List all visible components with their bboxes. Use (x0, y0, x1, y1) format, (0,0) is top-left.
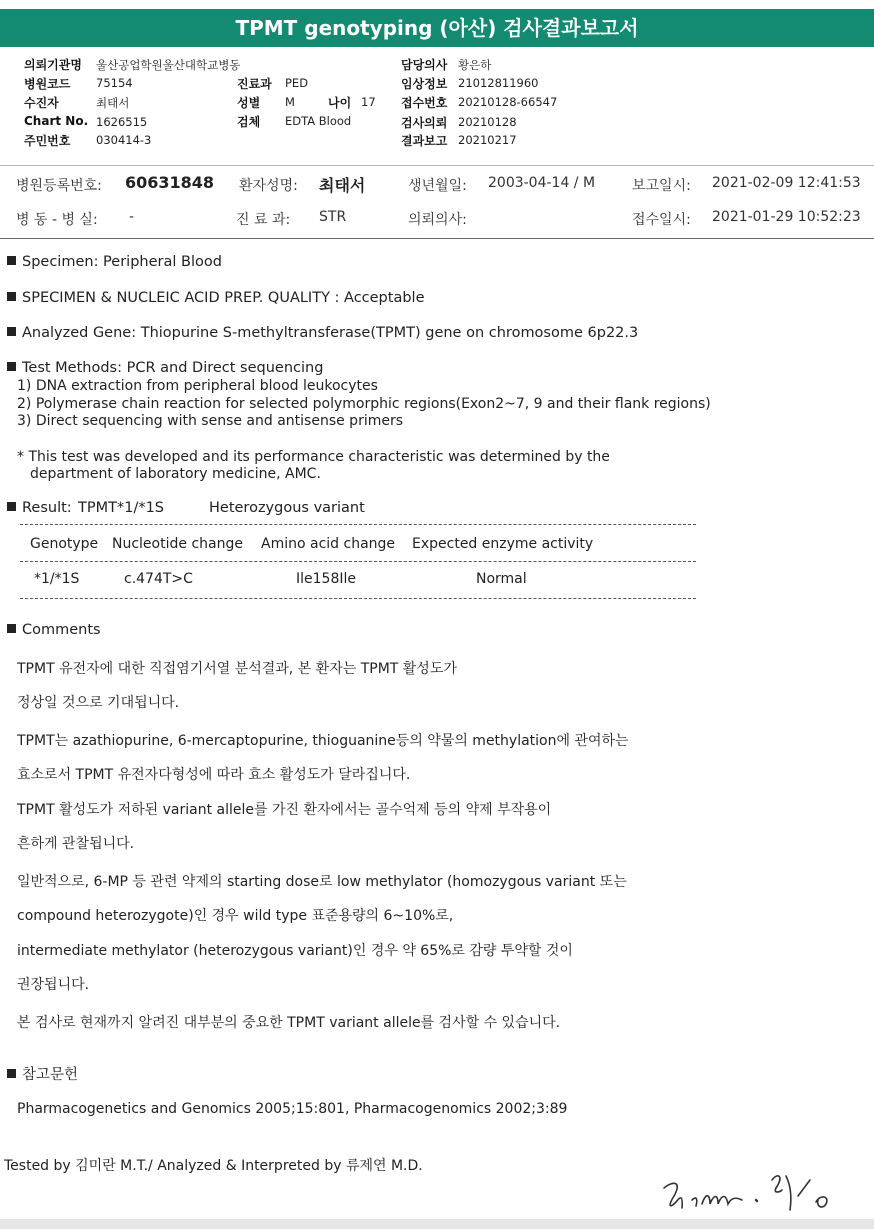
dob-label: 생년월일: (408, 178, 467, 194)
note-line-2: department of laboratory medicine, AMC. (30, 466, 321, 482)
receipt-time-label: 접수일시: (632, 212, 691, 228)
table-divider (20, 561, 696, 562)
report-title: TPMT genotyping (아산) 검사결과보고서 (0, 9, 874, 47)
patient-name-value: 최태서 (319, 176, 366, 195)
table-header-nucleotide: Nucleotide change (112, 536, 243, 552)
comments-section (7, 622, 101, 638)
comment-line: intermediate methylator (heterozygous variant)인 경우 약 65%로 감량 투약할 것이 (17, 943, 573, 959)
dept-label: 진료과 (237, 77, 272, 91)
receipt-no-value: 20210128-66547 (458, 95, 558, 109)
references-text: Pharmacogenetics and Genomics 2005;15:801, Pharmacogenomics 2002;3:89 (17, 1101, 568, 1117)
table-cell-amino-acid: Ile158Ile (296, 571, 356, 587)
hospital-code-value: 75154 (96, 76, 133, 90)
institution-label: 의뢰기관명 (24, 58, 82, 72)
report-time-label: 보고일시: (632, 178, 691, 194)
method-step: 3) Direct sequencing with sense and antisense primers (17, 413, 404, 429)
chart-no-label: Chart No. (24, 114, 89, 128)
collector-label: 수진자 (24, 96, 59, 110)
clinic-value: STR (319, 209, 347, 225)
specimen-type-value: EDTA Blood (285, 114, 352, 128)
request-date-label: 검사의뢰 (401, 116, 448, 130)
comment-line: 권장됩니다. (17, 977, 90, 993)
quality-section (7, 290, 425, 306)
chart-no-value: 1626515 (96, 115, 148, 129)
quality-text: SPECIMEN & NUCLEIC ACID PREP. QUALITY : Acceptable (22, 290, 425, 306)
comment-line: 정상일 것으로 기대됩니다. (17, 695, 180, 711)
table-cell-genotype: *1/*1S (34, 571, 80, 587)
bullet-icon (7, 327, 16, 336)
receipt-time-value: 2021-01-29 10:52:23 (712, 209, 861, 225)
gene-text: Analyzed Gene: Thiopurine S-methyltransferase(TPMT) gene on chromosome 6p22.3 (22, 325, 639, 341)
age-label: 나이 (328, 96, 352, 110)
comment-line: 효소로서 TPMT 유전자다형성에 따라 효소 활성도가 달라집니다. (17, 767, 411, 783)
table-cell-nucleotide: c.474T>C (124, 571, 193, 587)
referrer-label: 의뢰의사: (408, 212, 467, 228)
method-step: 2) Polymerase chain reaction for selected polymorphic regions(Exon2~7, 9 and their flank regions) (17, 396, 711, 412)
result-description: Heterozygous variant (209, 500, 365, 516)
result-genotype: TPMT*1/*1S (78, 500, 165, 516)
result-label: Result: (22, 500, 72, 516)
comment-line: TPMT는 azathiopurine, 6-mercaptopurine, thioguanine등의 약물의 methylation에 관여하는 (17, 733, 629, 749)
comments-title: Comments (22, 622, 101, 638)
method-step: 1) DNA extraction from peripheral blood leukocytes (17, 378, 378, 394)
comment-line: compound heterozygote)인 경우 wild type 표준용량의 6~10%로, (17, 908, 454, 924)
bullet-icon (7, 502, 16, 511)
table-header-genotype: Genotype (30, 536, 99, 552)
resident-no-value: 030414-3 (96, 133, 152, 147)
sex-value: M (285, 95, 295, 109)
clinical-info-value: 21012811960 (458, 76, 539, 90)
specimen-text: Specimen: Peripheral Blood (22, 254, 222, 270)
bullet-icon (7, 1069, 16, 1078)
patient-name-label: 환자성명: (239, 178, 298, 194)
dept-value: PED (285, 76, 309, 90)
dob-value: 2003-04-14 / M (488, 175, 596, 191)
receipt-no-label: 접수번호 (401, 96, 448, 110)
ward-label: 병 동 - 병 실: (16, 212, 98, 228)
table-header-enzyme: Expected enzyme activity (412, 536, 594, 552)
collector-value: 최태서 (96, 96, 130, 110)
tested-by: Tested by 김미란 M.T./ Analyzed & Interpreted by 류제연 M.D. (4, 1158, 423, 1174)
specimen-type-label: 검체 (237, 115, 261, 129)
bullet-icon (7, 362, 16, 371)
report-date-value: 20210217 (458, 133, 517, 147)
table-divider (20, 598, 696, 599)
registration-info (0, 166, 874, 239)
institution-value: 울산공업학원울산대학교병동 (96, 58, 241, 72)
gene-section (7, 325, 638, 341)
comment-line: TPMT 유전자에 대한 직접염기서열 분석결과, 본 환자는 TPMT 활성도가 (17, 661, 457, 677)
specimen-section (7, 254, 222, 270)
request-info-box (0, 47, 874, 166)
sex-label: 성별 (237, 96, 261, 110)
bullet-icon (7, 624, 16, 633)
table-cell-enzyme: Normal (476, 571, 527, 587)
bullet-icon (7, 256, 16, 265)
result-section (7, 500, 72, 516)
hospital-code-label: 병원코드 (24, 77, 71, 91)
methods-title: Test Methods: PCR and Direct sequencing (22, 360, 324, 376)
signature (660, 1170, 850, 1220)
note-line-1: * This test was developed and its performance characteristic was determined by the (17, 449, 610, 465)
references-section (7, 1063, 78, 1084)
doctor-value: 황은하 (458, 58, 492, 72)
table-header-amino-acid: Amino acid change (261, 536, 396, 552)
page-footer-bar (0, 1219, 874, 1229)
methods-section (7, 360, 323, 376)
clinical-info-label: 임상정보 (401, 77, 448, 91)
reg-no-value: 60631848 (125, 173, 215, 192)
comment-line: TPMT 활성도가 저하된 variant allele를 가진 환자에서는 골수억제 등의 약제 부작용이 (17, 802, 552, 818)
comment-line: 일반적으로, 6-MP 등 관련 약제의 starting dose로 low methylator (homozygous variant 또는 (17, 874, 627, 890)
age-value: 17 (361, 95, 376, 109)
resident-no-label: 주민번호 (24, 134, 71, 148)
report-date-label: 결과보고 (401, 134, 448, 148)
clinic-label: 진 료 과: (236, 212, 291, 228)
ward-value: - (129, 209, 135, 225)
request-date-value: 20210128 (458, 115, 517, 129)
comment-line: 본 검사로 현재까지 알려진 대부분의 중요한 TPMT variant allele를 검사할 수 있습니다. (17, 1015, 561, 1031)
table-divider (20, 524, 696, 525)
reg-no-label: 병원등록번호: (16, 178, 102, 194)
bullet-icon (7, 292, 16, 301)
references-title: 참고문헌 (22, 1067, 79, 1083)
report-time-value: 2021-02-09 12:41:53 (712, 175, 861, 191)
doctor-label: 담당의사 (401, 58, 448, 72)
comment-line: 흔하게 관찰됩니다. (17, 836, 135, 852)
